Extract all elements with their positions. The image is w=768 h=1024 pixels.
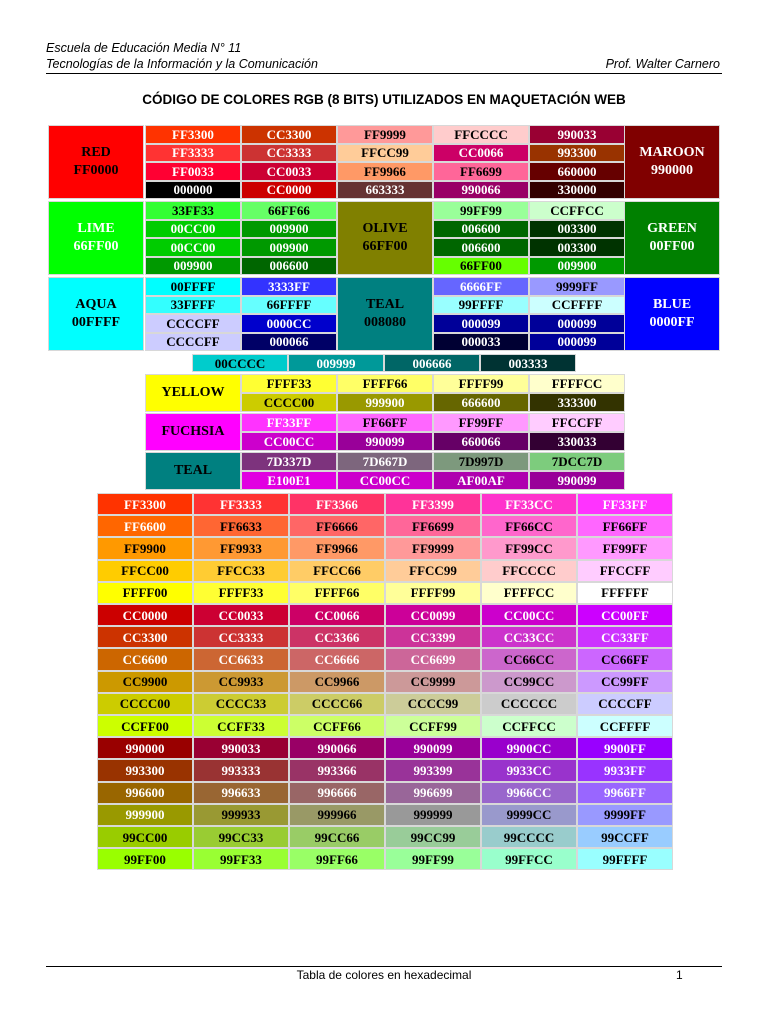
swatch-teal [337, 277, 433, 351]
grid-cell: 9999FF [577, 804, 673, 826]
grid-cell: CC00FF [577, 604, 673, 626]
color-cell: CC00CC [241, 432, 337, 451]
grid-cell: FF9966 [289, 537, 385, 559]
color-cell: 999900 [337, 393, 433, 412]
color-cell: 000066 [241, 333, 337, 352]
color-cell: 006600 [433, 238, 529, 257]
grid-cell: FF3366 [289, 493, 385, 515]
swatch-code: FF0000 [73, 163, 119, 178]
grid-cell: 99CC00 [97, 826, 193, 848]
swatch-aqua [48, 277, 144, 351]
swatch-code: 990000 [651, 163, 693, 178]
grid-cell: 996666 [289, 782, 385, 804]
color-cell: 660000 [529, 162, 625, 181]
swatch-maroon [624, 125, 720, 199]
grid-cell: CCFFFF [577, 715, 673, 737]
color-cell: 33FFFF [145, 296, 241, 315]
color-cell: 009900 [241, 220, 337, 239]
grid-cell: 993399 [385, 759, 481, 781]
grid-cell: 996699 [385, 782, 481, 804]
grid-cell: CCCC00 [97, 693, 193, 715]
color-cell: FF0033 [145, 162, 241, 181]
grid-cell: FFFFCC [481, 582, 577, 604]
swatch-blue [624, 277, 720, 351]
color-cell: FFCC99 [337, 144, 433, 163]
color-cell: CC3333 [241, 144, 337, 163]
grid-cell: FFCC99 [385, 560, 481, 582]
swatch-code: 00FFFF [71, 315, 121, 330]
color-cell: 000099 [529, 333, 625, 352]
color-cell: FF6699 [433, 162, 529, 181]
grid-cell: 9933FF [577, 759, 673, 781]
color-cell: 333300 [529, 393, 625, 412]
grid-cell: 99FF99 [385, 848, 481, 870]
color-cell: FF3333 [145, 144, 241, 163]
color-cell: 000099 [529, 314, 625, 333]
swatch-lime [48, 201, 144, 275]
grid-cell: FFFF99 [385, 582, 481, 604]
color-cell: 66FF66 [241, 201, 337, 220]
color-cell: 009900 [241, 238, 337, 257]
grid-cell: 990099 [385, 737, 481, 759]
grid-cell: FFFFFF [577, 582, 673, 604]
grid-cell: FF3399 [385, 493, 481, 515]
grid-cell: FFFF33 [193, 582, 289, 604]
color-cell: 99FF99 [433, 201, 529, 220]
grid-cell: CC99FF [577, 671, 673, 693]
swatch-code: 66FF00 [73, 239, 119, 254]
grid-cell: 99FF66 [289, 848, 385, 870]
color-cell: 0000CC [241, 314, 337, 333]
grid-cell: CC33FF [577, 626, 673, 648]
grid-cell: FF99FF [577, 537, 673, 559]
color-cell: 666600 [433, 393, 529, 412]
grid-cell: FF3300 [97, 493, 193, 515]
grid-cell: FF33CC [481, 493, 577, 515]
grid-cell: FF6666 [289, 515, 385, 537]
grid-cell: CC3333 [193, 626, 289, 648]
named-row-label: YELLOW [145, 374, 241, 412]
grid-cell: 99CC66 [289, 826, 385, 848]
swatch-code: 008080 [364, 315, 406, 330]
color-cell: FFCCFF [529, 413, 625, 432]
grid-cell: 993300 [97, 759, 193, 781]
color-cell: 00CC00 [145, 220, 241, 239]
grid-cell: 9966FF [577, 782, 673, 804]
color-cell: 990066 [433, 181, 529, 200]
swatch-name: GREEN [647, 220, 697, 236]
grid-cell: FFCCCC [481, 560, 577, 582]
grid-cell: FF66FF [577, 515, 673, 537]
grid-cell: FF9999 [385, 537, 481, 559]
color-cell: AF00AF [433, 471, 529, 490]
swatch-green [624, 201, 720, 275]
color-cell: 7D667D [337, 452, 433, 471]
strip-cell: 006666 [384, 354, 480, 372]
color-cell: CC3300 [241, 125, 337, 144]
color-cell: FF3300 [145, 125, 241, 144]
grid-cell: 99CCCC [481, 826, 577, 848]
color-cell: 9999FF [529, 277, 625, 296]
grid-cell: CCFF00 [97, 715, 193, 737]
color-cell: 006600 [241, 257, 337, 276]
grid-cell: CC0000 [97, 604, 193, 626]
grid-cell: FF33FF [577, 493, 673, 515]
grid-cell: 996600 [97, 782, 193, 804]
color-cell: CC00CC [337, 471, 433, 490]
color-cell: CC0000 [241, 181, 337, 200]
grid-cell: CC6600 [97, 648, 193, 670]
swatch-name: MAROON [639, 144, 705, 160]
grid-cell: 990000 [97, 737, 193, 759]
color-cell: 6666FF [433, 277, 529, 296]
color-cell: 660066 [433, 432, 529, 451]
grid-cell: CCFFCC [481, 715, 577, 737]
grid-cell: FF6600 [97, 515, 193, 537]
color-cell: FFFF99 [433, 374, 529, 393]
grid-cell: 999933 [193, 804, 289, 826]
grid-cell: FF3333 [193, 493, 289, 515]
grid-cell: 999999 [385, 804, 481, 826]
grid-cell: 996633 [193, 782, 289, 804]
color-cell: 7DCC7D [529, 452, 625, 471]
color-cell: 003300 [529, 238, 625, 257]
grid-cell: 9933CC [481, 759, 577, 781]
grid-cell: 99FF33 [193, 848, 289, 870]
grid-cell: FF99CC [481, 537, 577, 559]
grid-cell: FFCC66 [289, 560, 385, 582]
footer-rule [46, 966, 722, 967]
color-cell: 00FFFF [145, 277, 241, 296]
grid-cell: CC9966 [289, 671, 385, 693]
grid-cell: 993366 [289, 759, 385, 781]
grid-cell: CCFF99 [385, 715, 481, 737]
grid-cell: CCCC33 [193, 693, 289, 715]
grid-cell: CC66CC [481, 648, 577, 670]
grid-cell: CC6699 [385, 648, 481, 670]
grid-cell: CC9900 [97, 671, 193, 693]
swatch-red [48, 125, 144, 199]
color-cell: CCCCFF [145, 333, 241, 352]
grid-cell: CC66FF [577, 648, 673, 670]
color-cell: 006600 [433, 220, 529, 239]
grid-cell: 990033 [193, 737, 289, 759]
grid-cell: FFCC00 [97, 560, 193, 582]
grid-cell: 999966 [289, 804, 385, 826]
grid-cell: CCFF66 [289, 715, 385, 737]
grid-cell: CC0099 [385, 604, 481, 626]
swatch-name: TEAL [365, 296, 405, 312]
strip-cell: 00CCCC [192, 354, 288, 372]
grid-cell: 99FFCC [481, 848, 577, 870]
color-cell: E100E1 [241, 471, 337, 490]
header-rule [46, 73, 722, 74]
color-cell: 33FF33 [145, 201, 241, 220]
grid-cell: CC0033 [193, 604, 289, 626]
color-cell: 000033 [433, 333, 529, 352]
grid-cell: CC00CC [481, 604, 577, 626]
swatch-code: 00FF00 [649, 239, 695, 254]
strip-cell: 009999 [288, 354, 384, 372]
grid-cell: 9999CC [481, 804, 577, 826]
color-cell: 990099 [337, 432, 433, 451]
grid-cell: FFFF66 [289, 582, 385, 604]
named-row-label: FUCHSIA [145, 413, 241, 451]
swatch-code: 0000FF [649, 315, 695, 330]
grid-cell: CCFF33 [193, 715, 289, 737]
grid-cell: CCCCCC [481, 693, 577, 715]
grid-cell: FFCC33 [193, 560, 289, 582]
grid-cell: 999900 [97, 804, 193, 826]
color-cell: CCFFCC [529, 201, 625, 220]
color-cell: 003300 [529, 220, 625, 239]
grid-cell: FF66CC [481, 515, 577, 537]
swatch-name: LIME [77, 220, 115, 236]
color-cell: FF33FF [241, 413, 337, 432]
grid-cell: 99FF00 [97, 848, 193, 870]
grid-cell: 9966CC [481, 782, 577, 804]
color-cell: 66FF00 [433, 257, 529, 276]
color-cell: CCCC00 [241, 393, 337, 412]
grid-cell: CC0066 [289, 604, 385, 626]
color-cell: CC0066 [433, 144, 529, 163]
grid-cell: CCCC66 [289, 693, 385, 715]
color-cell: FFFF33 [241, 374, 337, 393]
grid-cell: 990066 [289, 737, 385, 759]
color-cell: 7D337D [241, 452, 337, 471]
grid-cell: FFFF00 [97, 582, 193, 604]
color-cell: 330033 [529, 432, 625, 451]
color-cell: 3333FF [241, 277, 337, 296]
grid-cell: 9900CC [481, 737, 577, 759]
color-cell: 009900 [145, 257, 241, 276]
swatch-name: RED [81, 144, 111, 160]
color-cell: CCFFFF [529, 296, 625, 315]
grid-cell: CC6633 [193, 648, 289, 670]
grid-cell: CC3399 [385, 626, 481, 648]
color-cell: CC0033 [241, 162, 337, 181]
header-school: Escuela de Educación Media N° 11 [46, 41, 242, 55]
grid-cell: FF6699 [385, 515, 481, 537]
grid-cell: FF9900 [97, 537, 193, 559]
color-cell: 7D997D [433, 452, 529, 471]
header-author: Prof. Walter Carnero [605, 57, 720, 71]
grid-cell: CC9999 [385, 671, 481, 693]
grid-cell: CC99CC [481, 671, 577, 693]
grid-cell: CC3300 [97, 626, 193, 648]
grid-cell: CC9933 [193, 671, 289, 693]
grid-cell: FF6633 [193, 515, 289, 537]
color-cell: FF9999 [337, 125, 433, 144]
color-cell: FF99FF [433, 413, 529, 432]
grid-cell: FFCCFF [577, 560, 673, 582]
color-cell: FFCCCC [433, 125, 529, 144]
swatch-name: AQUA [75, 296, 117, 312]
color-cell: CCCCFF [145, 314, 241, 333]
grid-cell: CCCC99 [385, 693, 481, 715]
grid-cell: 993333 [193, 759, 289, 781]
color-cell: 009900 [529, 257, 625, 276]
grid-cell: CC3366 [289, 626, 385, 648]
color-cell: 000099 [433, 314, 529, 333]
color-cell: 000000 [145, 181, 241, 200]
color-cell: 990033 [529, 125, 625, 144]
color-cell: 663333 [337, 181, 433, 200]
swatch-olive [337, 201, 433, 275]
page-number: 1 [676, 968, 683, 982]
grid-cell: CCCCFF [577, 693, 673, 715]
color-cell: FFFFCC [529, 374, 625, 393]
grid-cell: 99CC99 [385, 826, 481, 848]
grid-cell: FF9933 [193, 537, 289, 559]
page-title: CÓDIGO DE COLORES RGB (8 BITS) UTILIZADOS EN MAQUETACIÓN WEB [142, 92, 626, 107]
header-subject: Tecnologías de la Información y la Comunicación [46, 57, 318, 71]
color-cell: 66FFFF [241, 296, 337, 315]
grid-cell: CC6666 [289, 648, 385, 670]
color-cell: 00CC00 [145, 238, 241, 257]
named-row-label: TEAL [145, 452, 241, 490]
color-cell: FF9966 [337, 162, 433, 181]
color-cell: FF66FF [337, 413, 433, 432]
color-cell: FFFF66 [337, 374, 433, 393]
grid-cell: 99CCFF [577, 826, 673, 848]
grid-cell: 99FFFF [577, 848, 673, 870]
swatch-code: 66FF00 [362, 239, 408, 254]
footer-text: Tabla de colores en hexadecimal [296, 968, 472, 982]
grid-cell: 9900FF [577, 737, 673, 759]
color-cell: 990099 [529, 471, 625, 490]
swatch-name: OLIVE [362, 220, 408, 236]
grid-cell: CC33CC [481, 626, 577, 648]
color-cell: 993300 [529, 144, 625, 163]
grid-cell: 99CC33 [193, 826, 289, 848]
strip-cell: 003333 [480, 354, 576, 372]
color-cell: 330000 [529, 181, 625, 200]
color-cell: 99FFFF [433, 296, 529, 315]
swatch-name: BLUE [652, 296, 692, 312]
